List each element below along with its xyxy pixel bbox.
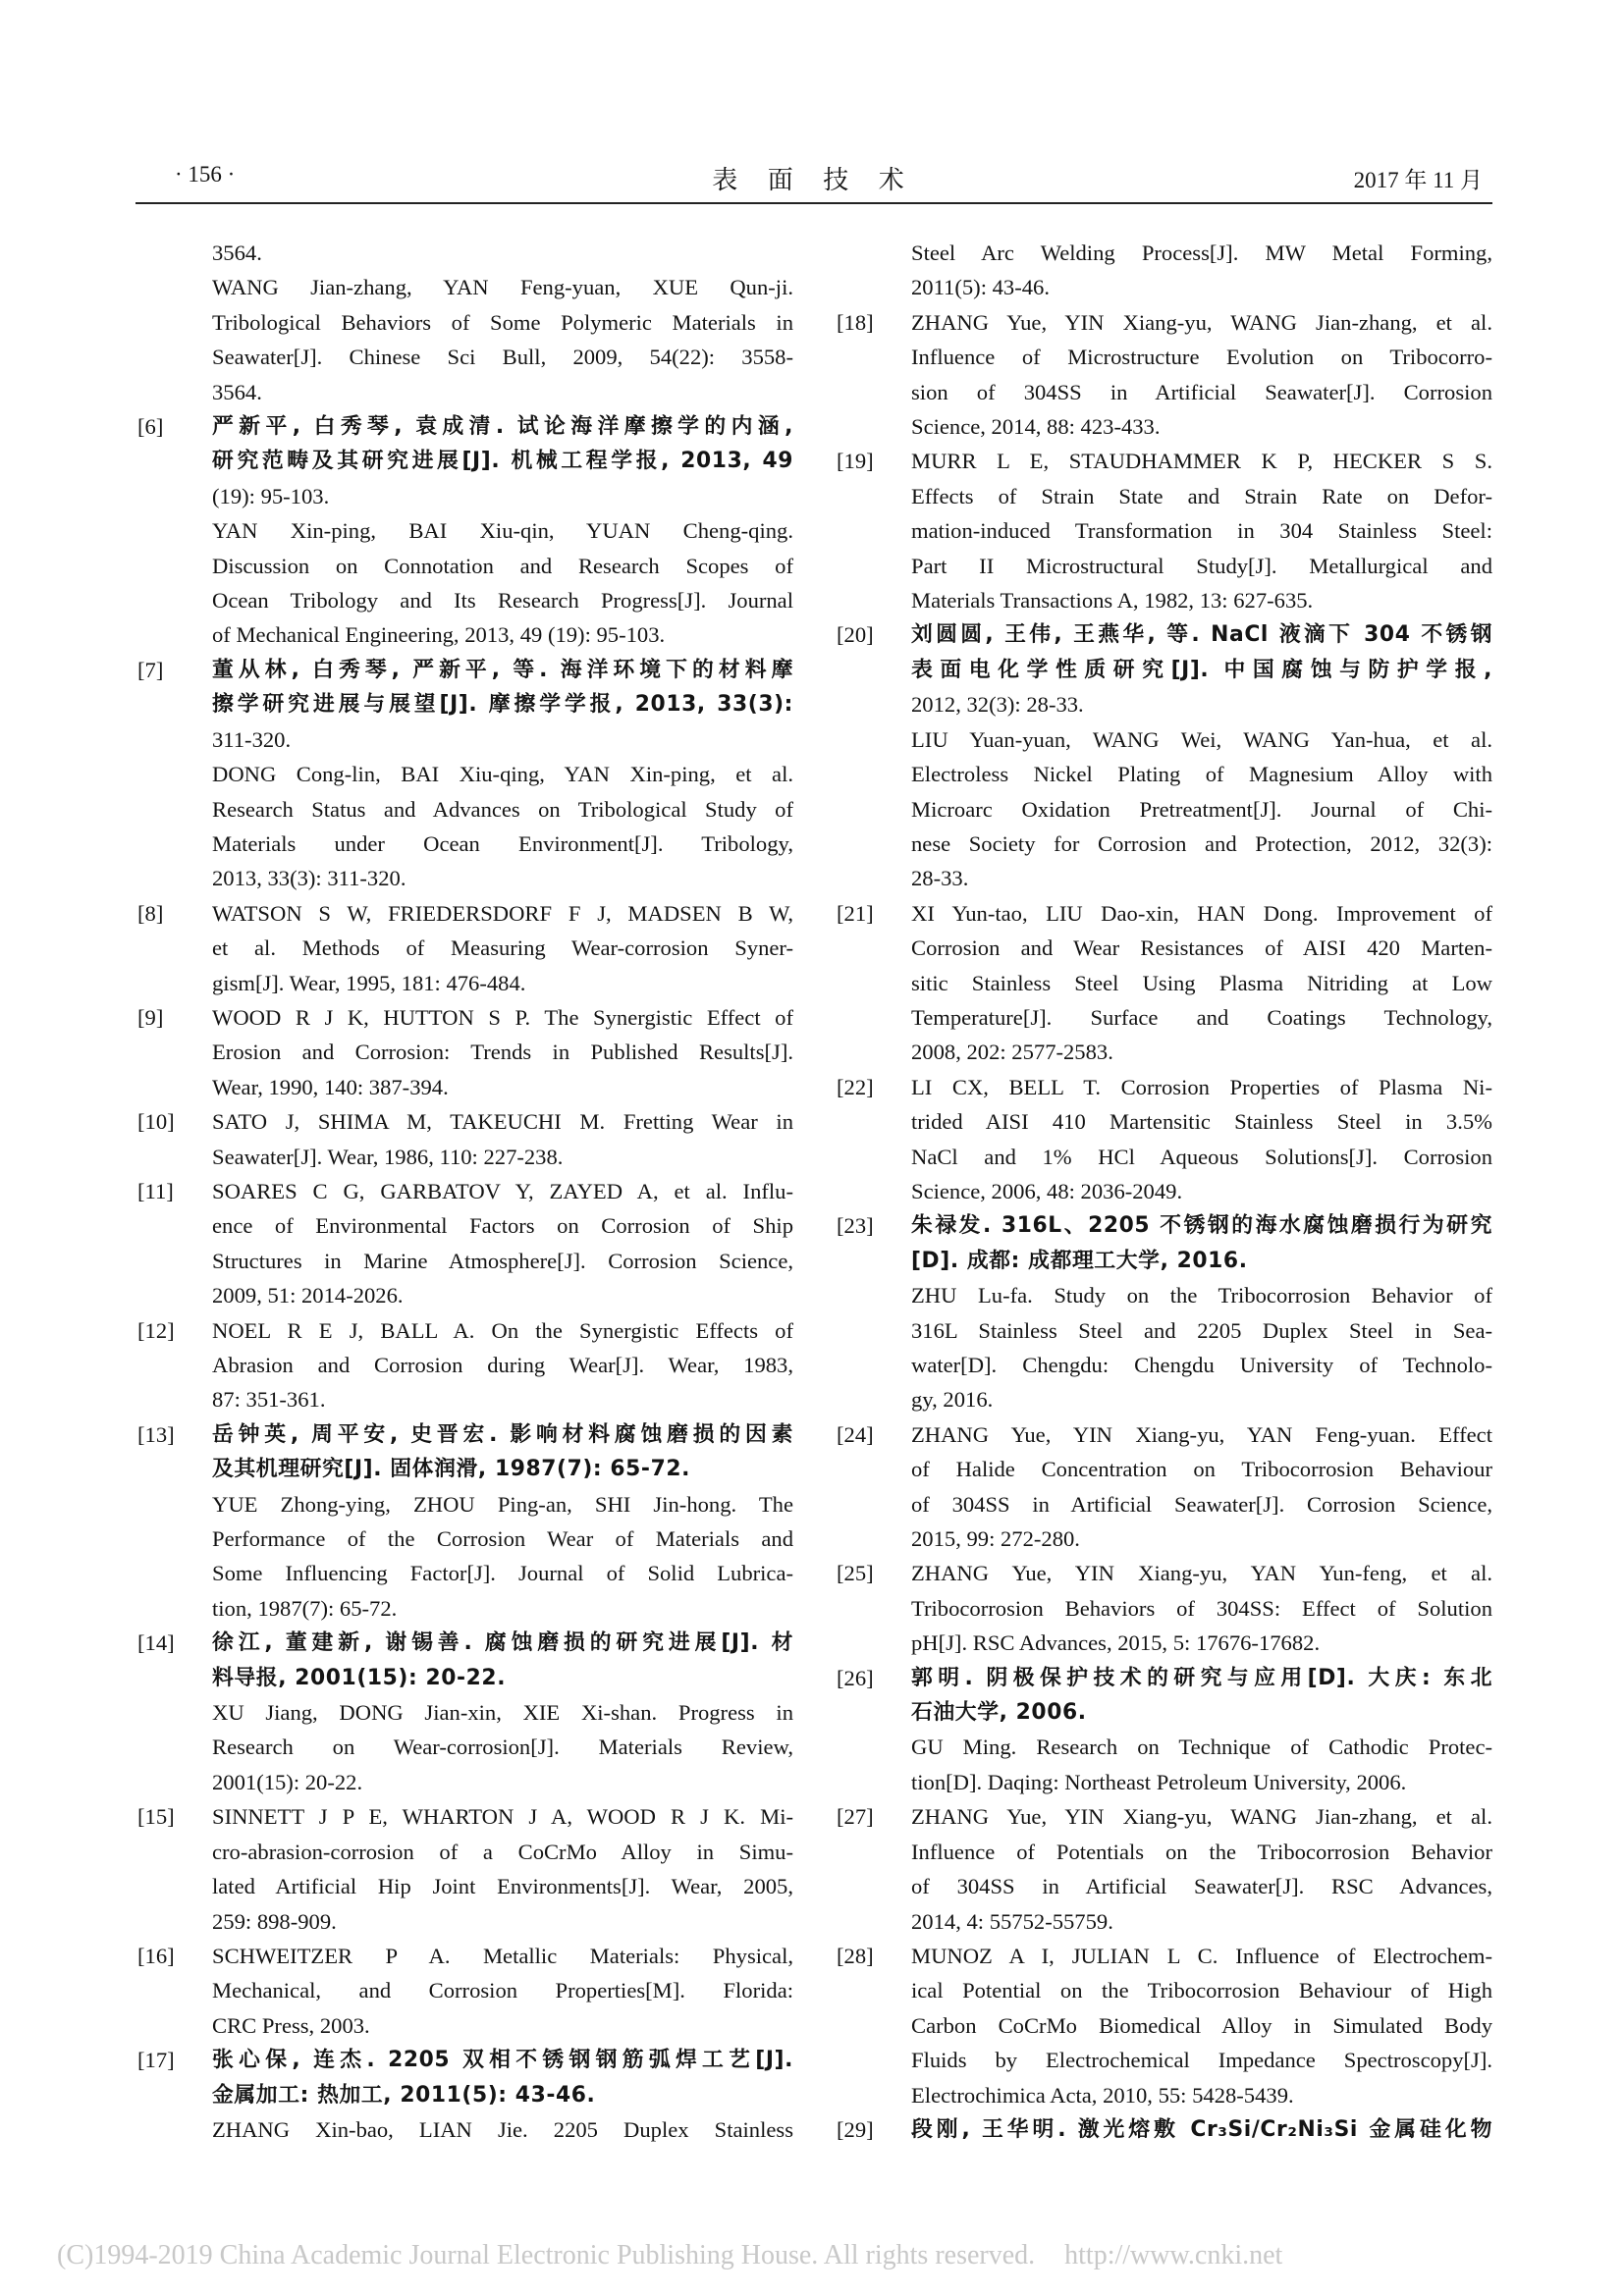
reference-line: Erosion and Corrosion: Trends in Published Results[J]. [212,1040,793,1065]
reference-line: GU Ming. Research on Technique of Cathodic Protec- [911,1735,1492,1760]
reference-number: [21] [837,900,874,926]
reference-line: sion of 304SS in Artificial Seawater[J]. Corrosion [911,379,1492,404]
reference-line: 严新平, 白秀琴, 袁成清. 试论海洋摩擦学的内涵, [212,414,793,440]
reference-line: 刘圆圆, 王伟, 王燕华, 等. NaCl 液滴下 304 不锈钢 [911,622,1492,648]
reference-line: YAN Xin-ping, BAI Xiu-qin, YUAN Cheng-qing. [212,518,793,544]
reference-line: SOARES C G, GARBATOV Y, ZAYED A, et al. Influ- [212,1178,793,1203]
reference-number: [15] [137,1804,175,1830]
reference-number: [28] [837,1943,874,1968]
reference-line: 张心保, 连杰. 2205 双相不锈钢钢筋弧焊工艺[J]. [212,2048,793,2073]
reference-entry [135,1939,793,2043]
reference-line: 表面电化学性质研究[J]. 中国腐蚀与防护学报, [911,657,1492,682]
reference-line: Corrosion and Wear Resistances of AISI 420 Marten- [911,935,1492,961]
reference-line: SATO J, SHIMA M, TAKEUCHI M. Fretting Wear in [212,1109,793,1135]
reference-line: 岳钟英, 周平安, 史晋宏. 影响材料腐蚀磨损的因素 [212,1421,793,1447]
reference-number: [22] [837,1074,874,1099]
reference-line: of Halide Concentration on Tribocorrosion Behaviour [911,1457,1492,1482]
reference-line: mation-induced Transformation in 304 Stainless Steel: [911,518,1492,544]
reference-line: 2008, 202: 2577-2583. [911,1040,1113,1065]
reference-line: Effects of Strain State and Strain Rate on Defor- [911,483,1492,508]
reference-line: Steel Arc Welding Process[J]. MW Metal Forming, [911,240,1492,265]
reference-line: 料导报, 2001(15): 20-22. [212,1665,507,1690]
reference-entry [135,896,793,1000]
reference-line: 段刚, 王华明. 激光熔敷 Cr₃Si/Cr₂Ni₃Si 金属硅化物 [911,2116,1492,2142]
reference-entry [135,1417,793,1626]
header-rule [135,202,1492,204]
reference-line: gy, 2016. [911,1387,994,1413]
reference-line: Research Status and Advances on Tribological Study of [212,796,793,822]
reference-line: ZHU Lu-fa. Study on the Tribocorrosion Behavior of [911,1283,1492,1308]
copyright-text: (C)1994-2019 China Academic Journal Electronic Publishing House. All rights reserved. [57,2240,1036,2270]
issue-date: 2017 年 11 月 [1353,168,1483,192]
reference-line: 87: 351-361. [212,1387,326,1413]
reference-line: pH[J]. RSC Advances, 2015, 5: 17676-17682. [911,1630,1321,1656]
reference-line: WANG Jian-zhang, YAN Feng-yuan, XUE Qun-ji. [212,275,793,300]
reference-line: of 304SS in Artificial Seawater[J]. Corrosion Science, [911,1491,1492,1517]
reference-entry [835,896,1492,1070]
reference-entry [135,409,793,653]
reference-line: Structures in Marine Atmosphere[J]. Corrosion Science, [212,1248,793,1273]
reference-number: [25] [837,1561,874,1586]
reference-line: Seawater[J]. Wear, 1986, 110: 227-238. [212,1144,564,1169]
reference-line: 郭明. 阴极保护技术的研究与应用[D]. 大庆: 东北 [911,1665,1492,1690]
reference-line: 董从林, 白秀琴, 严新平, 等. 海洋环境下的材料摩 [212,657,793,682]
reference-line: lated Artificial Hip Joint Environments[J]. Wear, 2005, [212,1874,793,1899]
reference-line: NOEL R E J, BALL A. On the Synergistic Effects of [212,1317,793,1343]
reference-number: [7] [137,657,164,682]
reference-line: 28-33. [911,866,969,891]
reference-line: WOOD R J K, HUTTON S P. The Synergistic Effect of [212,1004,793,1030]
reference-entry [135,653,793,896]
reference-line: Seawater[J]. Chinese Sci Bull, 2009, 54(22): 3558- [212,345,793,370]
reference-line: ZHANG Yue, YIN Xiang-yu, WANG Jian-zhang, et al. [911,309,1492,335]
reference-line: tion, 1987(7): 65-72. [212,1595,398,1621]
reference-line: 徐江, 董建新, 谢锡善. 腐蚀磨损的研究进展[J]. 材 [212,1630,793,1656]
reference-line: Performance of the Corrosion Wear of Materials and [212,1526,793,1552]
reference-line: 朱禄发. 316L、2205 不锈钢的海水腐蚀磨损行为研究 [911,1213,1492,1239]
reference-line: of Mechanical Engineering, 2013, 49 (19): 95-103. [212,622,666,648]
reference-line: YUE Zhong-ying, ZHOU Ping-an, SHI Jin-hong. The [212,1491,793,1517]
reference-line: Materials under Ocean Environment[J]. Tribology, [212,830,793,856]
reference-number: [10] [137,1109,175,1135]
reference-line: (19): 95-103. [212,483,330,508]
reference-line: 3564. [212,379,262,404]
reference-line: Science, 2014, 88: 423-433. [911,414,1161,440]
reference-line: 石油大学, 2006. [911,1700,1087,1726]
reference-line: 擦学研究进展与展望[J]. 摩擦学学报, 2013, 33(3): [212,692,793,718]
reference-line: ZHANG Yue, YIN Xiang-yu, WANG Jian-zhang, et al. [911,1804,1492,1830]
reference-entry [135,1000,793,1104]
reference-line: MURR L E, STAUDHAMMER K P, HECKER S S. [911,449,1492,474]
reference-line: LIU Yuan-yuan, WANG Wei, WANG Yan-hua, et al. [911,726,1492,752]
reference-line: Tribocorrosion Behaviors of 304SS: Effect of Solution [911,1595,1492,1621]
reference-line: 311-320. [212,726,292,752]
footer-url[interactable]: http://www.cnki.net [1064,2240,1283,2270]
reference-number: [24] [837,1421,874,1447]
reference-line: Mechanical, and Corrosion Properties[M]. Florida: [212,1978,793,2003]
reference-line: 金属加工: 热加工, 2011(5): 43-46. [212,2082,596,2108]
reference-line: tion[D]. Daqing: Northeast Petroleum University, 2006. [911,1769,1407,1794]
reference-entry [835,305,1492,445]
reference-line: Influence of Microstructure Evolution on Tribocorro- [911,345,1492,370]
reference-number: [11] [137,1178,174,1203]
reference-line: Carbon CoCrMo Biomedical Alloy in Simulated Body [911,2012,1492,2038]
reference-entry [135,1799,793,1939]
reference-line: SINNETT J P E, WHARTON J A, WOOD R J K. Mi- [212,1804,793,1830]
reference-entry [835,1661,1492,1800]
reference-number: [13] [137,1421,175,1447]
reference-entry [835,1208,1492,1416]
reference-line: Science, 2006, 48: 2036-2049. [911,1178,1183,1203]
reference-line: SCHWEITZER P A. Metallic Materials: Physical, [212,1943,793,1968]
copyright-footer [57,2240,1282,2271]
reference-line: Research on Wear-corrosion[J]. Materials Review, [212,1735,793,1760]
reference-line: Temperature[J]. Surface and Coatings Technology, [911,1004,1492,1030]
reference-line: MUNOZ A I, JULIAN L C. Influence of Electrochem- [911,1943,1492,1968]
reference-line: 2013, 33(3): 311-320. [212,866,406,891]
reference-line: ZHANG Yue, YIN Xiang-yu, YAN Yun-feng, et al. [911,1561,1492,1586]
reference-line: Electrochimica Acta, 2010, 55: 5428-5439. [911,2082,1294,2108]
reference-number: [18] [837,309,874,335]
reference-number: [20] [837,622,874,648]
reference-number: [19] [837,449,874,474]
reference-line: CRC Press, 2003. [212,2012,370,2038]
reference-entry [835,236,1492,305]
reference-line: 2011(5): 43-46. [911,275,1050,300]
reference-line: cro-abrasion-corrosion of a CoCrMo Alloy in Simu- [212,1839,793,1864]
reference-line: Electroless Nickel Plating of Magnesium Alloy with [911,762,1492,787]
reference-line: ence of Environmental Factors on Corrosion of Ship [212,1213,793,1239]
reference-line: DONG Cong-lin, BAI Xiu-qing, YAN Xin-ping, et al. [212,762,793,787]
reference-number: [14] [137,1630,175,1656]
reference-number: [17] [137,2048,175,2073]
reference-line: gism[J]. Wear, 1995, 181: 476-484. [212,970,526,995]
reference-line: NaCl and 1% HCl Aqueous Solutions[J]. Corrosion [911,1144,1492,1169]
references-right-column [835,236,1492,2147]
reference-line: nese Society for Corrosion and Protection, 2012, 32(3): [911,830,1492,856]
reference-line: Some Influencing Factor[J]. Journal of Solid Lubrica- [212,1561,793,1586]
reference-entry [835,617,1492,895]
reference-line: Wear, 1990, 140: 387-394. [212,1074,449,1099]
reference-number: [6] [137,414,164,440]
reference-number: [26] [837,1665,874,1690]
reference-line: WATSON S W, FRIEDERSDORF F J, MADSEN B W, [212,900,793,926]
reference-line: XU Jiang, DONG Jian-xin, XIE Xi-shan. Progress in [212,1700,793,1726]
reference-entry [835,1556,1492,1660]
reference-number: [8] [137,900,164,926]
reference-line: [D]. 成都: 成都理工大学, 2016. [911,1248,1248,1273]
reference-line: 及其机理研究[J]. 固体润滑, 1987(7): 65-72. [212,1457,690,1482]
reference-line: ical Potential on the Tribocorrosion Behaviour of High [911,1978,1492,2003]
reference-line: trided AISI 410 Martensitic Stainless Steel in 3.5% [911,1109,1492,1135]
reference-line: ZHANG Xin-bao, LIAN Jie. 2205 Duplex Stainless [212,2116,793,2142]
reference-line: water[D]. Chengdu: Chengdu University of Technolo- [911,1353,1492,1377]
reference-entry [135,1174,793,1313]
reference-number: [29] [837,2116,874,2142]
reference-number: [23] [837,1213,874,1239]
reference-number: [12] [137,1317,175,1343]
reference-number: [27] [837,1804,874,1830]
reference-line: 研究范畴及其研究进展[J]. 机械工程学报, 2013, 49 [212,449,793,474]
reference-line: Fluids by Electrochemical Impedance Spectroscopy[J]. [911,2048,1492,2073]
reference-line: 2001(15): 20-22. [212,1769,363,1794]
references-left-column [135,236,793,2147]
reference-line: 3564. [212,240,262,265]
reference-line: Ocean Tribology and Its Research Progress[J]. Journal [212,588,793,614]
reference-line: Influence of Potentials on the Tribocorrosion Behavior [911,1839,1492,1864]
reference-line: et al. Methods of Measuring Wear-corrosion Syner- [212,935,793,961]
reference-line: Tribological Behaviors of Some Polymeric Materials in [212,309,793,335]
reference-entry [135,1626,793,1799]
reference-line: of 304SS in Artificial Seawater[J]. RSC Advances, [911,1874,1492,1899]
reference-line: Abrasion and Corrosion during Wear[J]. Wear, 1983, [212,1353,793,1377]
reference-line: 2014, 4: 55752-55759. [911,1908,1113,1934]
reference-entry [135,1313,793,1417]
reference-line: Part II Microstructural Study[J]. Metallurgical and [911,553,1492,578]
reference-line: ZHANG Yue, YIN Xiang-yu, YAN Feng-yuan. Effect [911,1421,1492,1447]
reference-entry [835,444,1492,617]
reference-entry [835,2112,1492,2147]
reference-entry [835,1417,1492,1557]
reference-entry [835,1939,1492,2112]
reference-line: 259: 898-909. [212,1908,337,1934]
reference-line: sitic Stainless Steel Using Plasma Nitriding at Low [911,970,1492,995]
reference-entry [135,1104,793,1174]
reference-line: 2015, 99: 272-280. [911,1526,1080,1552]
reference-line: Discussion on Connotation and Research Scopes of [212,553,793,578]
page-number: · 156 · [175,162,236,187]
reference-number: [16] [137,1943,175,1968]
reference-entry [835,1070,1492,1209]
reference-line: XI Yun-tao, LIU Dao-xin, HAN Dong. Improvement of [911,900,1492,926]
reference-line: Materials Transactions A, 1982, 13: 627-635. [911,588,1314,614]
reference-number: [9] [137,1004,164,1030]
reference-line: 2012, 32(3): 28-33. [911,692,1084,718]
reference-line: 316L Stainless Steel and 2205 Duplex Steel in Sea- [911,1317,1492,1343]
page-header [135,157,1492,196]
reference-line: LI CX, BELL T. Corrosion Properties of Plasma Ni- [911,1074,1492,1099]
journal-title: 表 面 技 术 [712,166,916,194]
reference-entry [135,2043,793,2147]
reference-entry [135,236,793,409]
reference-line: Microarc Oxidation Pretreatment[J]. Journal of Chi- [911,796,1492,822]
reference-entry [835,1799,1492,1939]
reference-line: 2009, 51: 2014-2026. [212,1283,404,1308]
